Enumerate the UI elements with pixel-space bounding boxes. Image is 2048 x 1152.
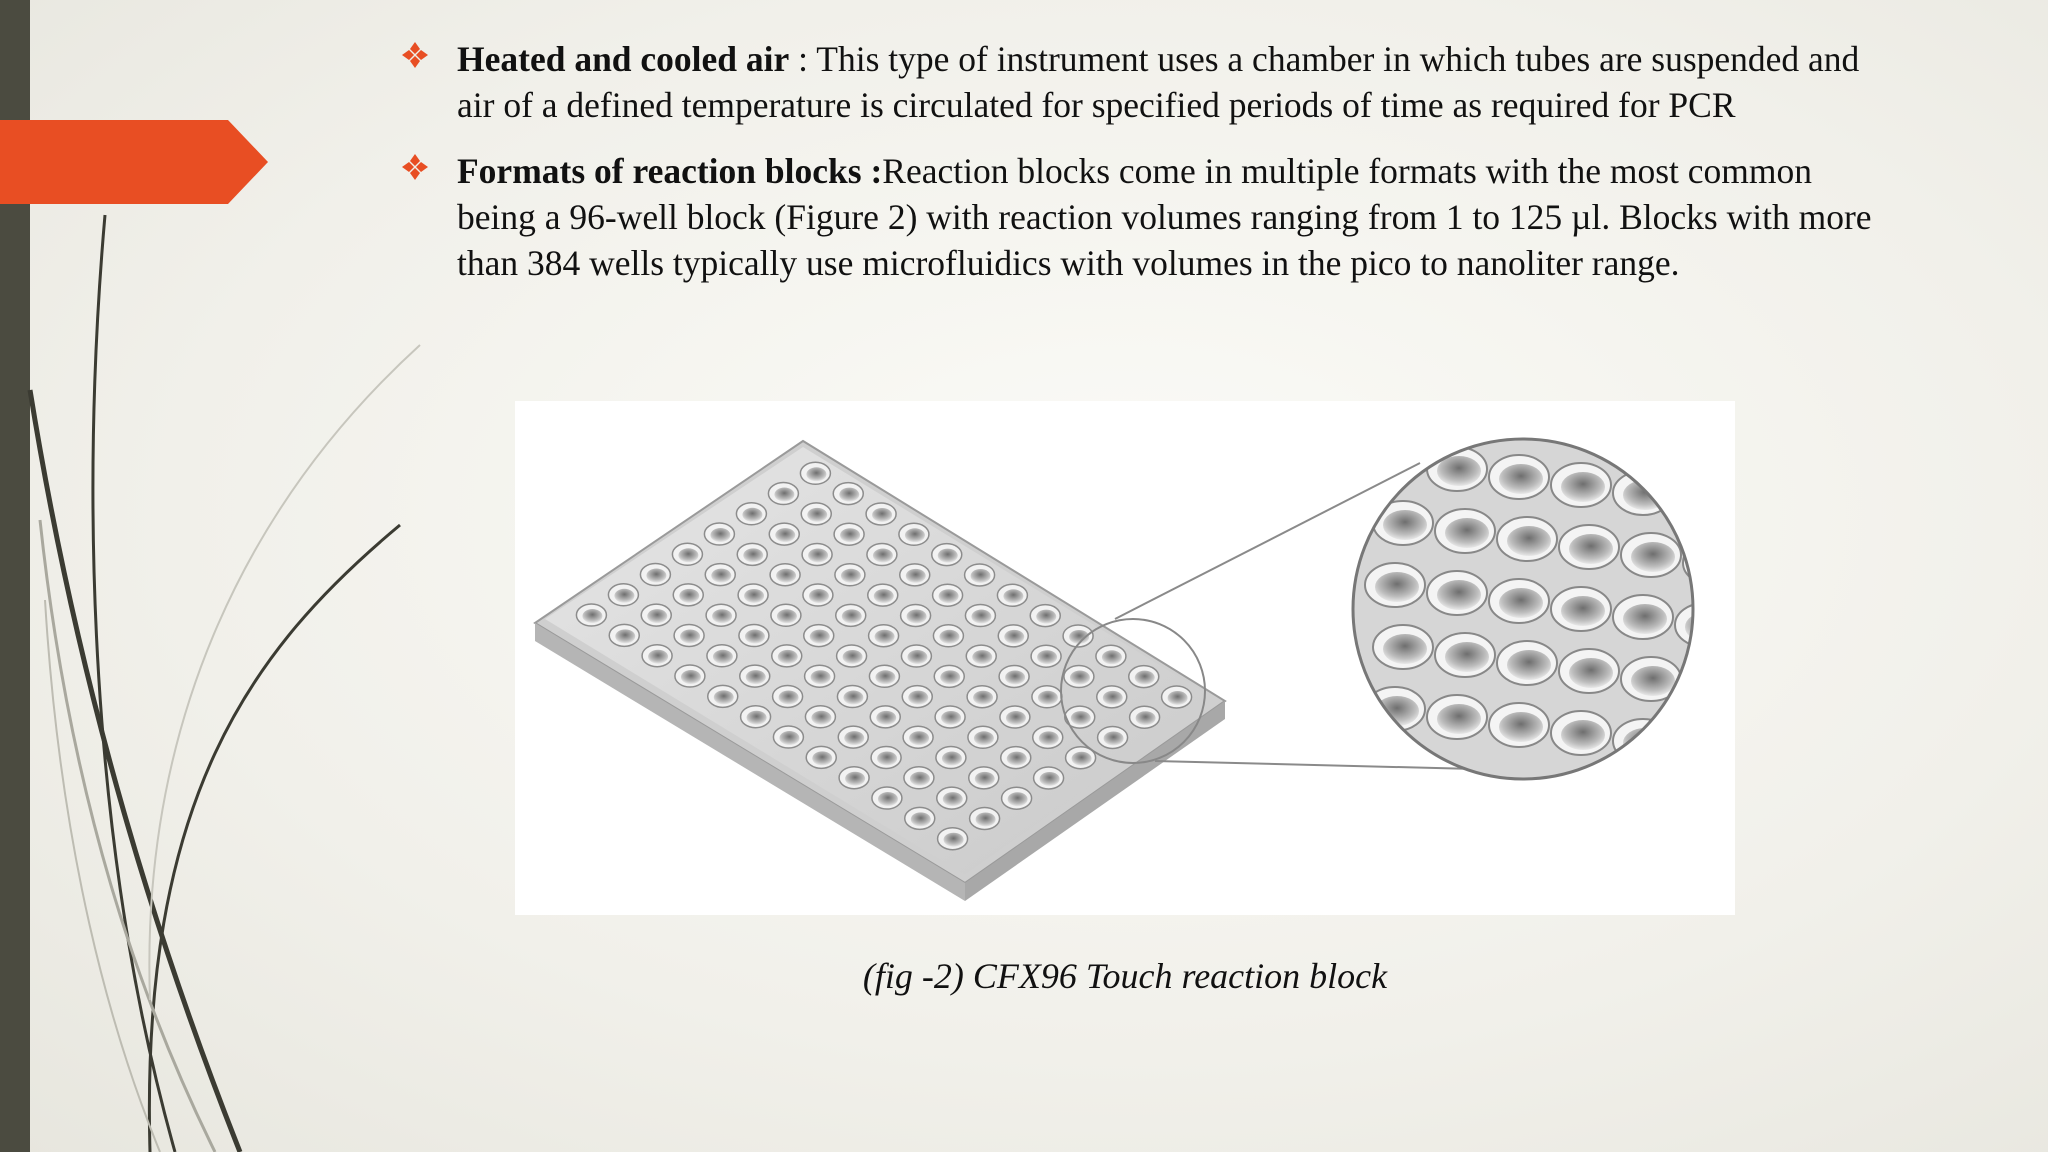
zoom-well-hole [1693, 674, 1735, 704]
diamond-bullet-icon [400, 152, 430, 182]
zoom-well-hole [1499, 712, 1543, 742]
plate-well-hole [1006, 711, 1026, 725]
zoom-well-hole [1623, 480, 1667, 510]
plate-well-hole [942, 752, 962, 766]
plate-well-hole [743, 548, 763, 562]
plate-well-hole [812, 751, 832, 765]
plate-well-hole [939, 589, 959, 603]
plate-well-hole [778, 650, 798, 664]
zoom-well-hole [1561, 596, 1605, 626]
plate-well-hole [941, 711, 961, 725]
bullet-text: Reaction blocks come in multiple formats with the most common being a 96-well block (Figure 2) with reaction volumes ranging from 1 to 125 µl. Blocks with more than 384 wells typically use microfluidics with volumes in the pico to nanoliter range. [457, 151, 1872, 283]
plate-well-hole [876, 711, 896, 725]
plate-well-hole [1008, 792, 1028, 806]
plate-well-hole [939, 630, 959, 644]
zoom-well-hole [1569, 534, 1613, 564]
reaction-block-figure [515, 401, 1735, 915]
plate-well-hole [710, 528, 730, 542]
zoom-well [1683, 665, 1735, 709]
plate-well-hole [1040, 772, 1060, 786]
plate-well-hole [1135, 671, 1155, 685]
plate-well-hole [679, 589, 699, 603]
plate-well-hole [712, 609, 732, 623]
bullet-title: Formats of reaction blocks : [457, 151, 883, 191]
plate-well-hole [873, 549, 893, 563]
plate-well-hole [874, 589, 894, 603]
plate-well-hole [1039, 731, 1059, 745]
zoom-well-hole [1693, 550, 1735, 580]
plate-well-hole [1003, 589, 1023, 603]
plate-well-hole [845, 772, 865, 786]
plate-well-hole [878, 792, 898, 806]
zoom-well [1613, 719, 1673, 763]
figure-caption: (fig -2) CFX96 Touch reaction block [862, 956, 1388, 996]
plate-well-hole [811, 670, 831, 684]
zoom-well-hole [1631, 542, 1675, 572]
zoom-well-hole [1383, 510, 1427, 540]
plate-well-hole [938, 549, 958, 563]
zoom-well-hole [1623, 604, 1667, 634]
plate-well-hole [844, 731, 864, 745]
zoom-well-hole [1437, 580, 1481, 610]
plate-well-hole [809, 589, 829, 603]
zoom-well-hole [1383, 634, 1427, 664]
zoom-well-hole [1569, 658, 1613, 688]
plate-well-hole [779, 690, 799, 704]
zoom-well-hole [1375, 448, 1419, 478]
plate-well-hole [971, 569, 991, 583]
plate-well-hole [972, 650, 992, 664]
plate-well-hole [1038, 691, 1058, 705]
plate-well-hole [910, 772, 930, 786]
plate-well-hole [1070, 671, 1090, 685]
bullet-list [400, 36, 1880, 306]
plate-well-hole [808, 548, 828, 562]
plate-well-hole [678, 548, 698, 562]
plate-well-hole [877, 751, 897, 765]
zoom-well-hole [1499, 588, 1543, 618]
plate-well-hole [1037, 650, 1057, 664]
plate-well-hole [943, 792, 963, 806]
plate-well-hole [973, 691, 993, 705]
zoom-well-hole [1437, 456, 1481, 486]
plate-well-hole [746, 670, 766, 684]
plate-well-hole [975, 772, 995, 786]
plate-well-hole [971, 610, 991, 624]
plate-well-hole [1136, 711, 1156, 725]
plate-well-hole [843, 691, 863, 705]
plate-well-hole [906, 569, 926, 583]
plate-well-hole [647, 609, 667, 623]
plate-well-hole [907, 650, 927, 664]
plate-well-hole [842, 609, 862, 623]
plate-well-hole [1005, 670, 1025, 684]
zoom-well [1675, 479, 1735, 523]
plate-well-hole [806, 467, 826, 481]
plate-well-hole [1102, 650, 1122, 664]
plate-well-hole [841, 569, 861, 583]
plate-well-hole [1103, 691, 1123, 705]
plate-well-hole [648, 650, 668, 664]
plate-well-hole [776, 569, 796, 583]
plate-well-hole [872, 508, 892, 522]
plate-well-hole [777, 609, 797, 623]
plate-well-hole [976, 812, 996, 826]
plate-well-hole [1071, 711, 1091, 725]
zoom-well-hole [1685, 488, 1729, 518]
plate-well-hole [905, 528, 925, 542]
zoom-well [1675, 603, 1735, 647]
plate-well-hole [646, 569, 666, 583]
plate-well-hole [680, 629, 700, 643]
zoom-well-hole [1631, 666, 1675, 696]
plate-well-hole [1168, 691, 1188, 705]
plate-well-hole [1036, 610, 1056, 624]
plate-well-hole [1007, 752, 1027, 766]
plate-well-hole [711, 569, 731, 583]
plate-well-hole [614, 589, 634, 603]
orange-arrow-tab [0, 120, 268, 204]
plate-well-hole [908, 691, 928, 705]
bullet-heated-cooled-air [400, 36, 1880, 128]
plate-well-hole [840, 528, 860, 542]
bullet-reaction-block-formats [400, 148, 1880, 286]
zoom-well-hole [1685, 736, 1729, 766]
plate-well-hole [940, 670, 960, 684]
plate-well-hole [1004, 630, 1024, 644]
plate-well-hole [909, 731, 929, 745]
plate-well-hole [875, 630, 895, 644]
plate-well-hole [811, 711, 831, 725]
plate-well-hole [714, 690, 734, 704]
plate-well-hole [747, 711, 767, 725]
plate-well-hole [775, 528, 795, 542]
plate-well-hole [681, 670, 701, 684]
plate-well-hole [907, 609, 927, 623]
zoom-well [1675, 727, 1735, 771]
zoom-well-hole [1561, 720, 1605, 750]
plate-well-hole [944, 833, 964, 847]
zoom-well-hole [1561, 472, 1605, 502]
plate-well-hole [1104, 731, 1124, 745]
plate-well-hole [582, 609, 602, 623]
zoom-well-hole [1507, 526, 1551, 556]
plate-well-hole [810, 630, 830, 644]
plate-well-hole [974, 731, 994, 745]
zoom-well-hole [1507, 650, 1551, 680]
plate-well-hole [745, 630, 765, 644]
plate-well-hole [875, 670, 895, 684]
plate-well-hole [843, 650, 863, 664]
zoom-well-hole [1445, 642, 1489, 672]
plate-well-hole [774, 488, 794, 502]
plate-well-hole [807, 508, 827, 522]
plate-well-hole [742, 508, 762, 522]
zoom-well-hole [1437, 704, 1481, 734]
bullet-text: : This type of instrument uses a chamber in which tubes are suspended and air of a defined temperature is circulated for specified periods of time as required for PCR [457, 39, 1860, 125]
plate-well-hole [911, 812, 931, 826]
plate-well-hole [1072, 752, 1092, 766]
zoom-well-hole [1445, 518, 1489, 548]
plate-well-hole [615, 629, 635, 643]
plate-well-hole [839, 488, 859, 502]
diamond-bullet-icon [400, 40, 430, 70]
plate-well-hole [713, 650, 733, 664]
plate-well-hole [744, 589, 764, 603]
plate-well-hole [779, 731, 799, 745]
zoom-well-hole [1499, 464, 1543, 494]
bullet-title: Heated and cooled air [457, 39, 790, 79]
reaction-block-image [515, 401, 1735, 915]
zoom-well-hole [1375, 572, 1419, 602]
